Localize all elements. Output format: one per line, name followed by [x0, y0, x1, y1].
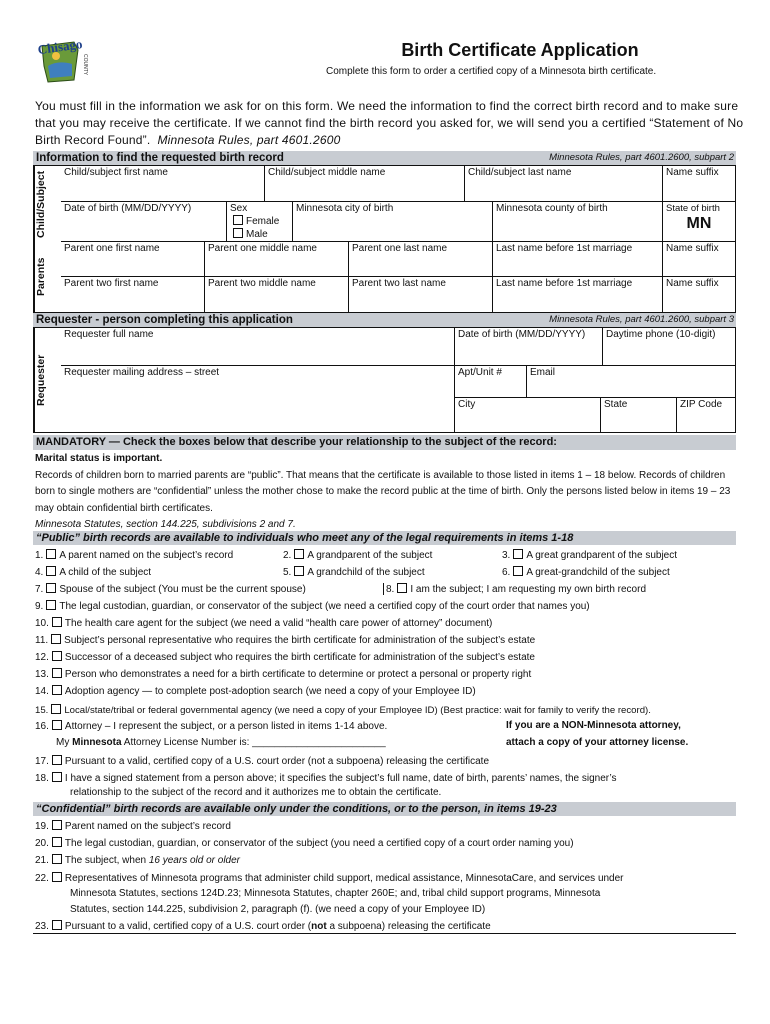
- item-12[interactable]: [35, 651, 535, 663]
- item-number: 15.: [35, 705, 49, 716]
- item-label: The legal custodian, guardian, or conservator of the subject (we need a certified copy of the court order that names you): [59, 601, 590, 612]
- requester-email-field[interactable]: Email: [527, 366, 735, 398]
- checkbox[interactable]: [513, 566, 523, 576]
- requester-apt-field[interactable]: Apt/Unit #: [455, 366, 527, 398]
- parent2-suffix-field[interactable]: Name suffix: [666, 278, 719, 289]
- section-rule: Minnesota Rules, part 4601.2600, subpart 2: [549, 152, 734, 163]
- parent2-first-name-field[interactable]: Parent two first name: [61, 277, 205, 312]
- checkbox[interactable]: [52, 920, 62, 930]
- license-suffix: Attorney License Number is: ________________________: [121, 737, 386, 748]
- requester-zip-field[interactable]: ZIP Code: [680, 399, 723, 410]
- item-label: Pursuant to a valid, certified copy of a U.S. court order (: [64, 921, 312, 932]
- sex-female-option[interactable]: [230, 215, 289, 228]
- item-21[interactable]: [35, 854, 240, 866]
- checkbox[interactable]: [294, 566, 304, 576]
- side-label-requester: Requester: [34, 328, 56, 432]
- item-label: Representatives of Minnesota programs that administer child support, medical assistance, MinnesotaCare, and services under: [64, 873, 624, 884]
- item-number: 14.: [35, 686, 49, 697]
- checkbox[interactable]: [46, 583, 56, 593]
- item-label: A great grandparent of the subject: [526, 550, 678, 561]
- parent2-middle-name-field[interactable]: Parent two middle name: [205, 277, 349, 312]
- item-number: 22.: [35, 873, 49, 884]
- female-label: Female: [246, 216, 280, 227]
- item-number: 13.: [35, 669, 49, 680]
- checkbox[interactable]: [52, 772, 62, 782]
- checkbox[interactable]: [46, 600, 56, 610]
- parent2-last-name-field[interactable]: Parent two last name: [349, 277, 493, 312]
- sex-field: [227, 202, 293, 242]
- requester-city-field[interactable]: City: [455, 398, 601, 432]
- mandatory-block: [35, 451, 735, 534]
- item-number: 3.: [502, 550, 511, 561]
- requester-state-field[interactable]: State: [601, 398, 677, 432]
- mandatory-statute: Minnesota Statutes, section 144.225, subdivisions 2 and 7.: [35, 519, 296, 530]
- item-6[interactable]: [502, 566, 670, 578]
- item-10[interactable]: [35, 617, 492, 629]
- section-title: Requester - person completing this application: [36, 314, 293, 326]
- requester-phone-field[interactable]: Daytime phone (10-digit): [603, 328, 735, 366]
- intro-rule: Minnesota Rules, part 4601.2600: [157, 133, 341, 147]
- item-label: The legal custodian, guardian, or conservator of the subject (you need a certified copy of a court order naming you): [64, 838, 574, 849]
- checkbox[interactable]: [52, 720, 62, 730]
- item-18-continued: relationship to the subject of the record and it authorizes me to obtain the certificate.: [70, 787, 442, 798]
- svg-text:Chisago: Chisago: [36, 36, 84, 58]
- item-16[interactable]: [35, 720, 387, 732]
- item-19[interactable]: [35, 820, 231, 832]
- item-label: A child of the subject: [59, 567, 152, 578]
- female-checkbox[interactable]: [233, 215, 243, 225]
- item-9[interactable]: [35, 600, 590, 612]
- marital-status-note: Marital status is important.: [35, 453, 163, 464]
- item-number: 18.: [35, 773, 49, 784]
- item-label: A great-grandchild of the subject: [526, 567, 670, 578]
- item-22[interactable]: [35, 872, 624, 884]
- male-checkbox[interactable]: [233, 228, 243, 238]
- parent1-suffix-field[interactable]: Name suffix: [663, 242, 735, 277]
- checkbox[interactable]: [51, 704, 61, 714]
- county-of-birth-field[interactable]: Minnesota county of birth: [493, 202, 663, 242]
- checkbox[interactable]: [52, 820, 62, 830]
- form-subtitle: Complete this form to order a certified copy of a Minnesota birth certificate.: [326, 66, 657, 77]
- requester-grid: [33, 327, 736, 433]
- requester-full-name-field[interactable]: Requester full name: [61, 328, 455, 366]
- checkbox[interactable]: [52, 837, 62, 847]
- checkbox[interactable]: [294, 549, 304, 559]
- parent1-middle-name-field[interactable]: Parent one middle name: [205, 242, 349, 277]
- item-label: Subject’s personal representative who requires the birth certificate for administration of the subject’s estate: [64, 635, 536, 646]
- item-22-continued-1: Minnesota Statutes, sections 124D.23; Minnesota Statutes, chapter 260E; and, tribal child support programs, Minnesota: [70, 888, 601, 899]
- section-divider: [33, 933, 736, 934]
- license-state: Minnesota: [72, 737, 122, 748]
- item-number: 12.: [35, 652, 49, 663]
- item-4[interactable]: [35, 566, 151, 578]
- item-label: Pursuant to a valid, certified copy of a U.S. court order (not a subpoena) releasing the certificate: [64, 756, 490, 767]
- state-of-birth-label: State of birth: [666, 203, 720, 214]
- item-1[interactable]: [35, 549, 233, 561]
- item-16-note-line1: If you are a NON-Minnesota attorney,: [506, 720, 681, 731]
- child-last-name-field[interactable]: Child/subject last name: [465, 166, 663, 202]
- item-label: The health care agent for the subject (we need a valid “health care power of attorney” document): [64, 618, 493, 629]
- item-number: 21.: [35, 855, 49, 866]
- item-23[interactable]: [35, 920, 491, 932]
- item-number: 8.: [386, 584, 395, 595]
- item-number: 6.: [502, 567, 511, 578]
- form-title: Birth Certificate Application: [401, 40, 639, 60]
- item-number: 1.: [35, 550, 44, 561]
- parent1-first-name-field[interactable]: Parent one first name: [61, 242, 205, 277]
- checkbox[interactable]: [52, 755, 62, 765]
- child-first-name-field[interactable]: Child/subject first name: [61, 166, 265, 202]
- item-3[interactable]: [502, 549, 677, 561]
- section-bar-record-info: [33, 151, 736, 165]
- checkbox[interactable]: [397, 583, 407, 593]
- checkbox[interactable]: [513, 549, 523, 559]
- item-label: I am the subject; I am requesting my own birth record: [410, 584, 647, 595]
- item-20[interactable]: [35, 837, 574, 849]
- attorney-license-line[interactable]: [56, 737, 386, 748]
- item-label: A parent named on the subject’s record: [59, 550, 234, 561]
- city-of-birth-field[interactable]: Minnesota city of birth: [293, 202, 493, 242]
- item-label: Attorney – I represent the subject, or a person listed in items 1-14 above.: [64, 721, 388, 732]
- checkbox[interactable]: [52, 872, 62, 882]
- item-label: A grandchild of the subject: [307, 567, 425, 578]
- item-label-emphasis: not: [311, 921, 327, 932]
- sex-label: Sex: [230, 203, 248, 214]
- section-rule: Minnesota Rules, part 4601.2600, subpart 3: [549, 314, 734, 325]
- item-number: 5.: [283, 567, 292, 578]
- license-prefix: My: [56, 737, 73, 748]
- checkbox[interactable]: [52, 685, 62, 695]
- checkbox[interactable]: [52, 651, 62, 661]
- state-of-birth-value: MN: [686, 215, 712, 232]
- confidential-records-bar: “Confidential” birth records are available only under the conditions, or to the person, in items 19-23: [33, 802, 736, 816]
- child-dob-field[interactable]: Date of birth (MM/DD/YYYY): [61, 202, 227, 242]
- male-label: Male: [246, 229, 268, 240]
- checkbox[interactable]: [51, 634, 61, 644]
- requester-street-field[interactable]: Requester mailing address – street: [61, 366, 455, 432]
- item-number: 2.: [283, 550, 292, 561]
- item-label: A grandparent of the subject: [307, 550, 433, 561]
- section-bar-requester: [33, 313, 736, 327]
- item-label: Local/state/tribal or federal governmental agency (we need a copy of your Employee ID) (Best practice: wait for family to verify the record).: [64, 705, 651, 716]
- item-label: Parent named on the subject’s record: [64, 821, 231, 832]
- item-2[interactable]: [283, 549, 432, 561]
- item-13[interactable]: [35, 668, 531, 680]
- item-7[interactable]: [35, 583, 306, 595]
- checkbox[interactable]: [52, 668, 62, 678]
- parent1-maiden-name-field[interactable]: Last name before 1st marriage: [493, 242, 663, 277]
- item-16-note-line2: attach a copy of your attorney license.: [506, 737, 689, 748]
- section-title: Information to find the requested birth record: [36, 152, 284, 164]
- item-number: 23.: [35, 921, 49, 932]
- item-label-end: a subpoena) releasing the certificate: [326, 921, 491, 932]
- item-number: 17.: [35, 756, 49, 767]
- sex-male-option[interactable]: [230, 228, 289, 241]
- item-label: I have a signed statement from a person above; it specifies the subject’s full name, date of birth, parents’ names, the signer’s: [64, 773, 617, 784]
- intro-text: You must fill in the information we ask for on this form. We need the information to find the correct birth record and to make sure that you may receive the certificate. If we cannot find the birth record you asked for, we will send you a certified “Statement of No Birth Record Found”.: [35, 99, 744, 147]
- item-label: Spouse of the subject (You must be the current spouse): [59, 584, 306, 595]
- checkbox[interactable]: [46, 566, 56, 576]
- item-number: 4.: [35, 567, 44, 578]
- checkbox[interactable]: [46, 549, 56, 559]
- item-17[interactable]: [35, 755, 489, 767]
- state-of-birth-field: [663, 202, 735, 242]
- item-number: 7.: [35, 584, 44, 595]
- record-info-grid: [33, 165, 736, 313]
- child-middle-name-field[interactable]: Child/subject middle name: [265, 166, 465, 202]
- item-label-emphasis: 16 years old or older: [148, 855, 241, 866]
- item-11[interactable]: [35, 634, 535, 646]
- item-number: 9.: [35, 601, 44, 612]
- checkbox[interactable]: [52, 617, 62, 627]
- item-number: 19.: [35, 821, 49, 832]
- item-label: Adoption agency — to complete post-adoption search (we need a copy of your Employee ID): [64, 686, 476, 697]
- svg-text:COUNTY: COUNTY: [82, 54, 88, 76]
- side-label-parents: Parents: [34, 242, 56, 313]
- requester-dob-field[interactable]: Date of birth (MM/DD/YYYY): [455, 328, 603, 366]
- mandatory-bar: MANDATORY — Check the boxes below that describe your relationship to the subject of the record:: [33, 435, 736, 450]
- item-number: 20.: [35, 838, 49, 849]
- side-label-child: Child/Subject: [34, 166, 56, 242]
- item-22-continued-2: Statutes, section 144.225, subdivision 2, paragraph (f). (we need a copy of your Employee ID): [70, 904, 486, 915]
- intro-paragraph: [35, 98, 755, 149]
- item-number: 10.: [35, 618, 49, 629]
- mandatory-body: Records of children born to married parents are “public”. That means that the certificate is available to those listed in items 1 – 18 below. Records of children born to single mothers are “confidential” unless the mother chose to make the record public at the time of birth. Only the persons listed below in items 19 – 23 may obtain confidential birth certificates.: [35, 469, 731, 514]
- item-5[interactable]: [283, 566, 425, 578]
- checkbox[interactable]: [52, 854, 62, 864]
- item-14[interactable]: [35, 685, 476, 697]
- item-8[interactable]: [383, 583, 646, 595]
- item-number: 11.: [35, 635, 49, 646]
- parent2-maiden-name-field[interactable]: Last name before 1st marriage: [493, 277, 663, 312]
- item-label: The subject, when: [64, 855, 149, 866]
- item-15[interactable]: [35, 704, 651, 716]
- parent1-last-name-field[interactable]: Parent one last name: [349, 242, 493, 277]
- child-name-suffix-field[interactable]: Name suffix: [663, 166, 735, 202]
- public-records-bar: “Public” birth records are available to individuals who meet any of the legal requirements in items 1-18: [33, 531, 736, 545]
- item-number: 16.: [35, 721, 49, 732]
- item-label: Successor of a deceased subject who requires the birth certificate for administration of the subject’s estate: [64, 652, 535, 663]
- item-18[interactable]: [35, 772, 617, 784]
- item-label: Person who demonstrates a need for a birth certificate to determine or protect a personal or property right: [64, 669, 532, 680]
